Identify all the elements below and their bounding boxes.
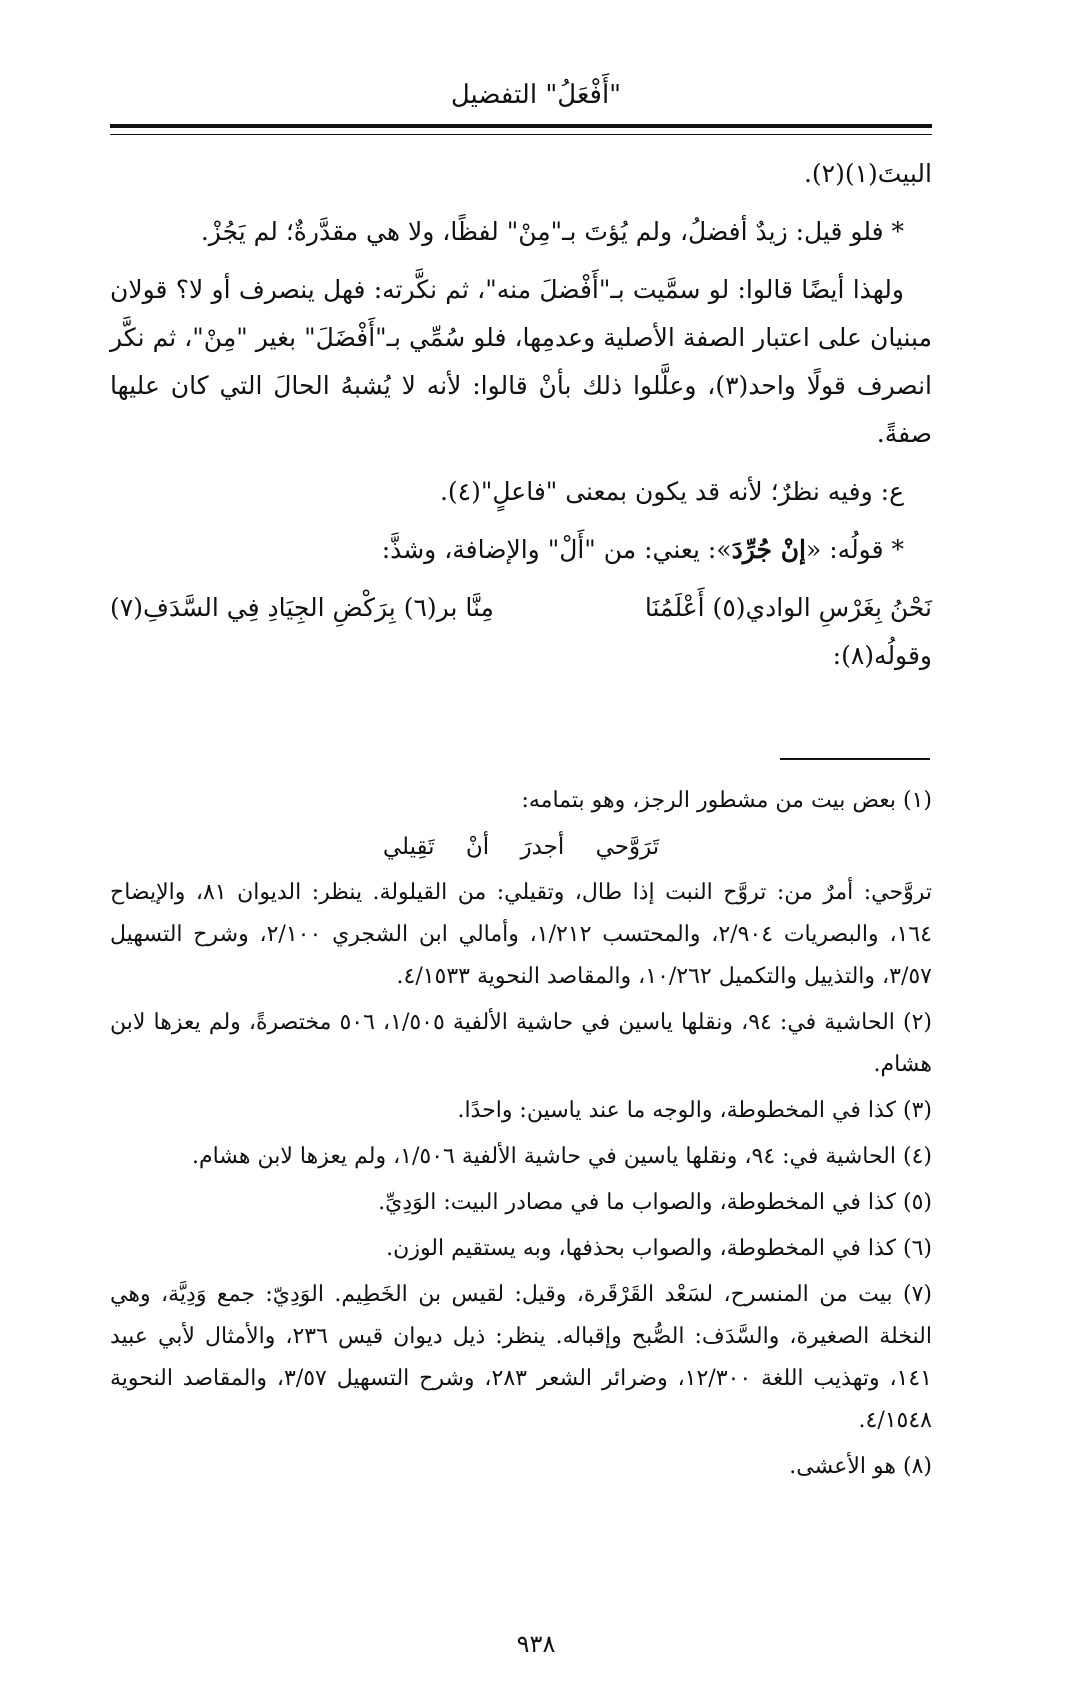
paragraph-5-prefix: * قولُه: «: [806, 535, 904, 564]
footnote-1-verse: تَرَوَّحي أجدرَ أنْ تَقِيلي: [382, 834, 660, 860]
footnote-8: (٨) هو الأعشى.: [789, 1454, 932, 1479]
header-rule-thick: [110, 124, 932, 128]
footnote-separator: [780, 758, 930, 760]
verse-second-hemistich: مِنَّا بر(٦) بِرَكْضِ الجِيَادِ فِي السَّدَفِ(٧): [110, 593, 494, 622]
running-header: "أَفْعَلُ" التفضيل: [450, 80, 622, 110]
paragraph-5-suffix: »: يعني: من "أَلْ" والإضافة، وشذَّ:: [381, 535, 732, 564]
paragraph-5: [110, 526, 932, 574]
verse-first-hemistich: نَحْنُ بِغَرْسِ الوادي(٥) أَعْلَمُنَا: [644, 593, 932, 622]
main-text: [110, 150, 932, 690]
footnote-5: (٥) كذا في المخطوطة، والصواب ما في مصادر البيت: الوَدِيِّ.: [378, 1190, 932, 1215]
quoted-term: إنْ جُرِّدَ: [731, 535, 806, 564]
footnote-1-commentary: تروَّحي: أمرٌ من: تروَّح النبت إذا طال، وتقيلي: من القيلولة. ينظر: الديوان ٨١، والإيضاح ١٦٤، والبصريات ٢/٩٠٤، والمحتسب ١/٢١٢، وأمالي ابن الشجري ٢/١٠٠، وشرح التسهيل ٣/٥٧، والتذييل والتكميل ١٠/٢٦٢، والمقاصد النحوية ٤/١٥٣٣.: [110, 880, 933, 989]
footnote-6: (٦) كذا في المخطوطة، والصواب بحذفها، وبه يستقيم الوزن.: [386, 1236, 932, 1261]
footnote-7: (٧) بيت من المنسرح، لسَعْد القَرْقَرة، وقيل: لقيس بن الخَطِيم. الوَدِيّ: جمع وَدِيَّة، وهي النخلة الصغيرة، والسَّدَف: الصُّبح وإقباله. ينظر: ذيل ديوان قيس ٢٣٦، والأمثال لأبي عبيد ١٤١، وتهذيب اللغة ١٢/٣٠٠، وضرائر الشعر ٢٨٣، وشرح التسهيل ٣/٥٧، والمقاصد النحوية ٤/١٥٤٨.: [110, 1282, 932, 1433]
footnotes: [110, 780, 932, 1492]
paragraph-1: البيتَ(١)(٢).: [803, 159, 932, 188]
footnote-2: (٢) الحاشية في: ٩٤، ونقلها ياسين في حاشية الألفية ١/٥٠٥، ٥٠٦ مختصرةً، ولم يعزها لابن هشام.: [110, 1010, 933, 1077]
header-rule-thin: [110, 134, 932, 135]
footnote-4: (٤) الحاشية في: ٩٤، ونقلها ياسين في حاشية الألفية ١/٥٠٦، ولم يعزها لابن هشام.: [191, 1144, 932, 1169]
poetry-verse: [110, 584, 932, 632]
paragraph-4: ع: وفيه نظرٌ؛ لأنه قد يكون بمعنى "فاعلٍ"(٤).: [439, 477, 904, 506]
page-number: ٩٣٨: [516, 1630, 556, 1658]
footnote-3: (٣) كذا في المخطوطة، والوجه ما عند ياسين: واحدًا.: [457, 1098, 932, 1123]
paragraph-2: * فلو قيل: زيدٌ أفضلُ، ولم يُؤتَ بـ"مِنْ" لفظًا، ولا هي مقدَّرةٌ؛ لم يَجُزْ.: [200, 217, 904, 246]
paragraph-6: وقولُه(٨):: [832, 641, 932, 670]
footnote-1: (١) بعض بيت من مشطور الرجز، وهو بتمامه:: [521, 788, 932, 813]
paragraph-3: ولهذا أيضًا قالوا: لو سمَّيت بـ"أَفْضلَ منه"، ثم نكَّرته: فهل ينصرف أو لا؟ قولان مبنيان على اعتبار الصفة الأصلية وعدمِها، فلو سُمِّي بـ"أَفْضَلَ" بغير "مِنْ"، ثم نكَّر انصرف قولًا واحد(٣)، وعلَّلوا ذلك بأنْ قالوا: لأنه لا يُشبهُ الحالَ التي كان عليها صفةً.: [110, 275, 932, 448]
